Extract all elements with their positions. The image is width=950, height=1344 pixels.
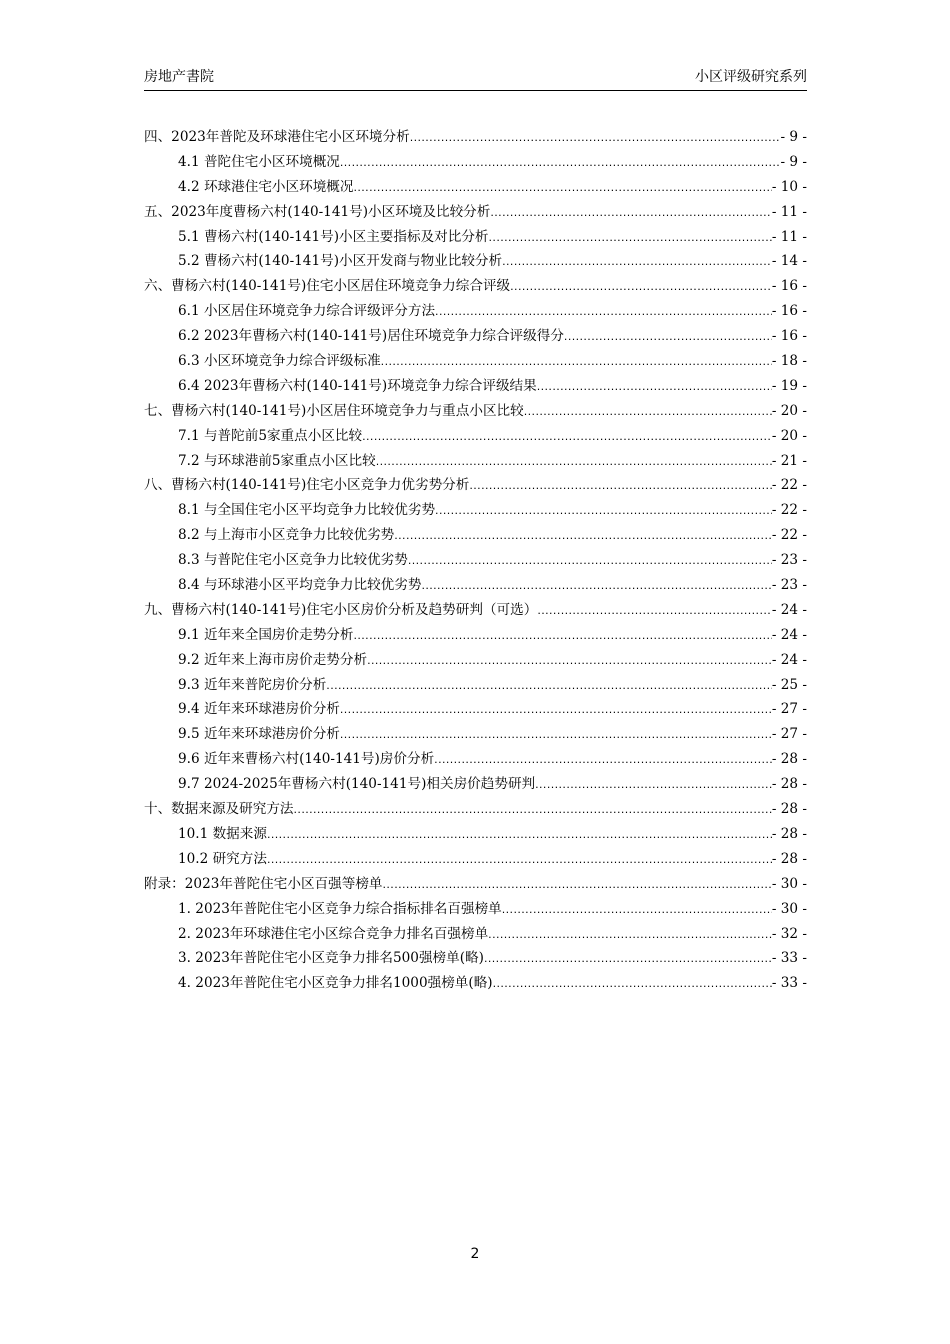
toc-dot-leader — [267, 848, 772, 873]
toc-section-entry[interactable] — [144, 200, 807, 225]
toc-subsection-entry[interactable] — [144, 623, 807, 648]
toc-entry-title: 6.1 小区居住环境竞争力综合评级评分方法 — [178, 303, 436, 320]
toc-entry-page: - 33 - — [771, 950, 807, 967]
toc-subsection-entry[interactable] — [144, 349, 807, 374]
toc-entry-page: - 33 - — [771, 975, 807, 992]
toc-dot-leader — [408, 549, 772, 574]
page-number: 2 — [470, 1246, 480, 1262]
toc-subsection-entry[interactable] — [144, 847, 807, 872]
toc-dot-leader — [353, 176, 771, 201]
toc-entry-page: - 28 - — [771, 850, 807, 867]
toc-dot-leader — [510, 275, 772, 300]
toc-section-entry[interactable] — [144, 274, 807, 299]
toc-dot-leader — [294, 798, 772, 823]
toc-subsection-entry[interactable] — [144, 299, 807, 324]
toc-entry-title: 1. 2023年普陀住宅小区竞争力综合指标排名百强榜单 — [178, 900, 502, 917]
toc-subsection-entry[interactable] — [144, 573, 807, 598]
toc-subsection-entry[interactable] — [144, 150, 807, 175]
toc-subsection-entry[interactable] — [144, 498, 807, 523]
toc-entry-page: - 19 - — [771, 377, 807, 394]
toc-entry-title: 七、曹杨六村(140-141号)小区居住环境竞争力与重点小区比较 — [144, 402, 524, 419]
toc-entry-title: 5.1 曹杨六村(140-141号)小区主要指标及对比分析 — [178, 228, 489, 245]
toc-entry-title: 2. 2023年环球港住宅小区综合竞争力排名百强榜单 — [178, 925, 489, 942]
toc-subsection-entry[interactable] — [144, 897, 807, 922]
toc-entry-page: - 10 - — [771, 178, 807, 195]
toc-entry-title: 五、2023年度曹杨六村(140-141号)小区环境及比较分析 — [144, 203, 491, 220]
toc-entry-title: 3. 2023年普陀住宅小区竞争力排名500强榜单(略) — [178, 950, 484, 967]
toc-section-entry[interactable] — [144, 797, 807, 822]
table-of-contents — [144, 125, 807, 996]
toc-entry-page: - 22 - — [771, 477, 807, 494]
toc-subsection-entry[interactable] — [144, 324, 807, 349]
toc-dot-leader — [489, 226, 772, 251]
toc-entry-page: - 11 - — [771, 203, 807, 220]
toc-dot-leader — [340, 723, 772, 748]
toc-dot-leader — [376, 450, 772, 475]
toc-subsection-entry[interactable] — [144, 249, 807, 274]
toc-dot-leader — [394, 524, 772, 549]
toc-entry-title: 四、2023年普陀及环球港住宅小区环境分析 — [144, 129, 410, 145]
header-publisher: 房地产書院 — [144, 69, 214, 85]
toc-entry-page: - 16 - — [771, 278, 807, 295]
toc-entry-page: - 20 - — [771, 402, 807, 419]
toc-entry-title: 9.3 近年来普陀房价分析 — [178, 676, 327, 693]
toc-entry-title: 9.1 近年来全国房价走势分析 — [178, 626, 354, 643]
toc-entry-page: - 28 - — [771, 825, 807, 842]
toc-dot-leader — [340, 151, 781, 176]
toc-entry-page: - 11 - — [771, 228, 807, 245]
header-series-title: 小区评级研究系列 — [695, 69, 807, 85]
toc-entry-page: - 27 - — [771, 701, 807, 718]
toc-subsection-entry[interactable] — [144, 772, 807, 797]
toc-subsection-entry[interactable] — [144, 225, 807, 250]
toc-dot-leader — [469, 474, 771, 499]
toc-entry-page: - 22 - — [771, 527, 807, 544]
toc-dot-leader — [362, 425, 772, 450]
toc-dot-leader — [502, 898, 772, 923]
toc-subsection-entry[interactable] — [144, 523, 807, 548]
toc-dot-leader — [435, 499, 772, 524]
toc-dot-leader — [537, 375, 772, 400]
toc-dot-leader — [381, 350, 772, 375]
toc-entry-title: 7.1 与普陀前5家重点小区比较 — [178, 427, 363, 444]
toc-entry-title: 9.7 2024-2025年曹杨六村(140-141号)相关房价趋势研判 — [178, 776, 536, 793]
toc-dot-leader — [535, 773, 772, 798]
toc-entry-page: - 22 - — [771, 502, 807, 519]
toc-section-entry[interactable] — [144, 598, 807, 623]
toc-subsection-entry[interactable] — [144, 648, 807, 673]
toc-dot-leader — [421, 574, 771, 599]
toc-entry-page: - 32 - — [771, 925, 807, 942]
toc-dot-leader — [326, 674, 772, 699]
toc-subsection-entry[interactable] — [144, 175, 807, 200]
toc-dot-leader — [493, 972, 772, 997]
toc-subsection-entry[interactable] — [144, 697, 807, 722]
toc-entry-title: 十、数据来源及研究方法 — [144, 801, 294, 818]
toc-dot-leader — [267, 823, 772, 848]
toc-entry-page: - 20 - — [771, 427, 807, 444]
toc-entry-title: 9.2 近年来上海市房价走势分析 — [178, 651, 368, 668]
toc-dot-leader — [383, 873, 772, 898]
toc-entry-page: - 9 - — [780, 153, 807, 170]
toc-entry-page: - 14 - — [771, 253, 807, 270]
toc-entry-title: 7.2 与环球港前5家重点小区比较 — [178, 452, 376, 469]
toc-entry-page: - 21 - — [771, 452, 807, 469]
toc-entry-title: 10.1 数据来源 — [178, 825, 267, 842]
toc-subsection-entry[interactable] — [144, 971, 807, 996]
toc-dot-leader — [537, 599, 772, 624]
toc-section-entry[interactable] — [144, 872, 807, 897]
toc-entry-title: 4.2 环球港住宅小区环境概况 — [178, 178, 354, 195]
toc-subsection-entry[interactable] — [144, 946, 807, 971]
toc-entry-title: 九、曹杨六村(140-141号)住宅小区房价分析及趋势研判（可选） — [144, 601, 538, 618]
toc-entry-title: 10.2 研究方法 — [178, 850, 267, 867]
toc-section-entry[interactable] — [144, 125, 807, 150]
toc-dot-leader — [564, 325, 772, 350]
toc-dot-leader — [434, 748, 772, 773]
toc-subsection-entry[interactable] — [144, 374, 807, 399]
toc-dot-leader — [410, 126, 781, 151]
toc-section-entry[interactable] — [144, 473, 807, 498]
toc-dot-leader — [524, 400, 772, 425]
toc-entry-page: - 28 - — [771, 776, 807, 793]
toc-dot-leader — [502, 250, 772, 275]
toc-entry-title: 8.2 与上海市小区竞争力比较优劣势 — [178, 527, 395, 544]
toc-entry-page: - 24 - — [771, 626, 807, 643]
toc-section-entry[interactable] — [144, 399, 807, 424]
toc-dot-leader — [367, 649, 772, 674]
toc-entry-title: 六、曹杨六村(140-141号)住宅小区居住环境竞争力综合评级 — [144, 278, 511, 295]
toc-subsection-entry[interactable] — [144, 673, 807, 698]
toc-entry-page: - 27 - — [771, 726, 807, 743]
toc-entry-page: - 18 - — [771, 353, 807, 370]
toc-entry-page: - 28 - — [771, 801, 807, 818]
toc-entry-page: - 16 - — [771, 303, 807, 320]
toc-entry-page: - 30 - — [771, 875, 807, 892]
toc-entry-page: - 30 - — [771, 900, 807, 917]
toc-dot-leader — [435, 300, 772, 325]
toc-entry-page: - 9 - — [780, 129, 807, 145]
toc-entry-page: - 24 - — [771, 651, 807, 668]
toc-dot-leader — [490, 201, 771, 226]
toc-subsection-entry[interactable] — [144, 822, 807, 847]
toc-entry-title: 附录：2023年普陀住宅小区百强等榜单 — [144, 875, 383, 892]
toc-entry-title: 8.3 与普陀住宅小区竞争力比较优劣势 — [178, 552, 408, 569]
toc-entry-title: 6.2 2023年曹杨六村(140-141号)居住环境竞争力综合评级得分 — [178, 328, 564, 345]
toc-entry-page: - 28 - — [771, 751, 807, 768]
toc-entry-title: 8.1 与全国住宅小区平均竞争力比较优劣势 — [178, 502, 436, 519]
toc-entry-title: 6.3 小区环境竞争力综合评级标准 — [178, 353, 381, 370]
toc-dot-leader — [484, 947, 772, 972]
toc-subsection-entry[interactable] — [144, 449, 807, 474]
toc-subsection-entry[interactable] — [144, 922, 807, 947]
toc-subsection-entry[interactable] — [144, 548, 807, 573]
toc-entry-title: 5.2 曹杨六村(140-141号)小区开发商与物业比较分析 — [178, 253, 503, 270]
toc-entry-title: 6.4 2023年曹杨六村(140-141号)环境竞争力综合评级结果 — [178, 377, 537, 394]
toc-entry-page: - 23 - — [771, 577, 807, 594]
toc-subsection-entry[interactable] — [144, 424, 807, 449]
toc-entry-title: 八、曹杨六村(140-141号)住宅小区竞争力优劣势分析 — [144, 477, 470, 494]
toc-entry-page: - 23 - — [771, 552, 807, 569]
page-header — [144, 66, 807, 91]
toc-dot-leader — [353, 624, 771, 649]
toc-entry-title: 9.5 近年来环球港房价分析 — [178, 726, 340, 743]
toc-entry-title: 4. 2023年普陀住宅小区竞争力排名1000强榜单(略) — [178, 975, 493, 992]
toc-subsection-entry[interactable] — [144, 722, 807, 747]
toc-entry-page: - 16 - — [771, 328, 807, 345]
toc-entry-page: - 25 - — [771, 676, 807, 693]
toc-entry-title: 9.6 近年来曹杨六村(140-141号)房价分析 — [178, 751, 435, 768]
toc-entry-page: - 24 - — [771, 601, 807, 618]
toc-dot-leader — [488, 923, 772, 948]
toc-entry-title: 4.1 普陀住宅小区环境概况 — [178, 153, 340, 170]
toc-entry-title: 9.4 近年来环球港房价分析 — [178, 701, 340, 718]
toc-subsection-entry[interactable] — [144, 747, 807, 772]
toc-entry-title: 8.4 与环球港小区平均竞争力比较优劣势 — [178, 577, 422, 594]
toc-dot-leader — [340, 698, 772, 723]
